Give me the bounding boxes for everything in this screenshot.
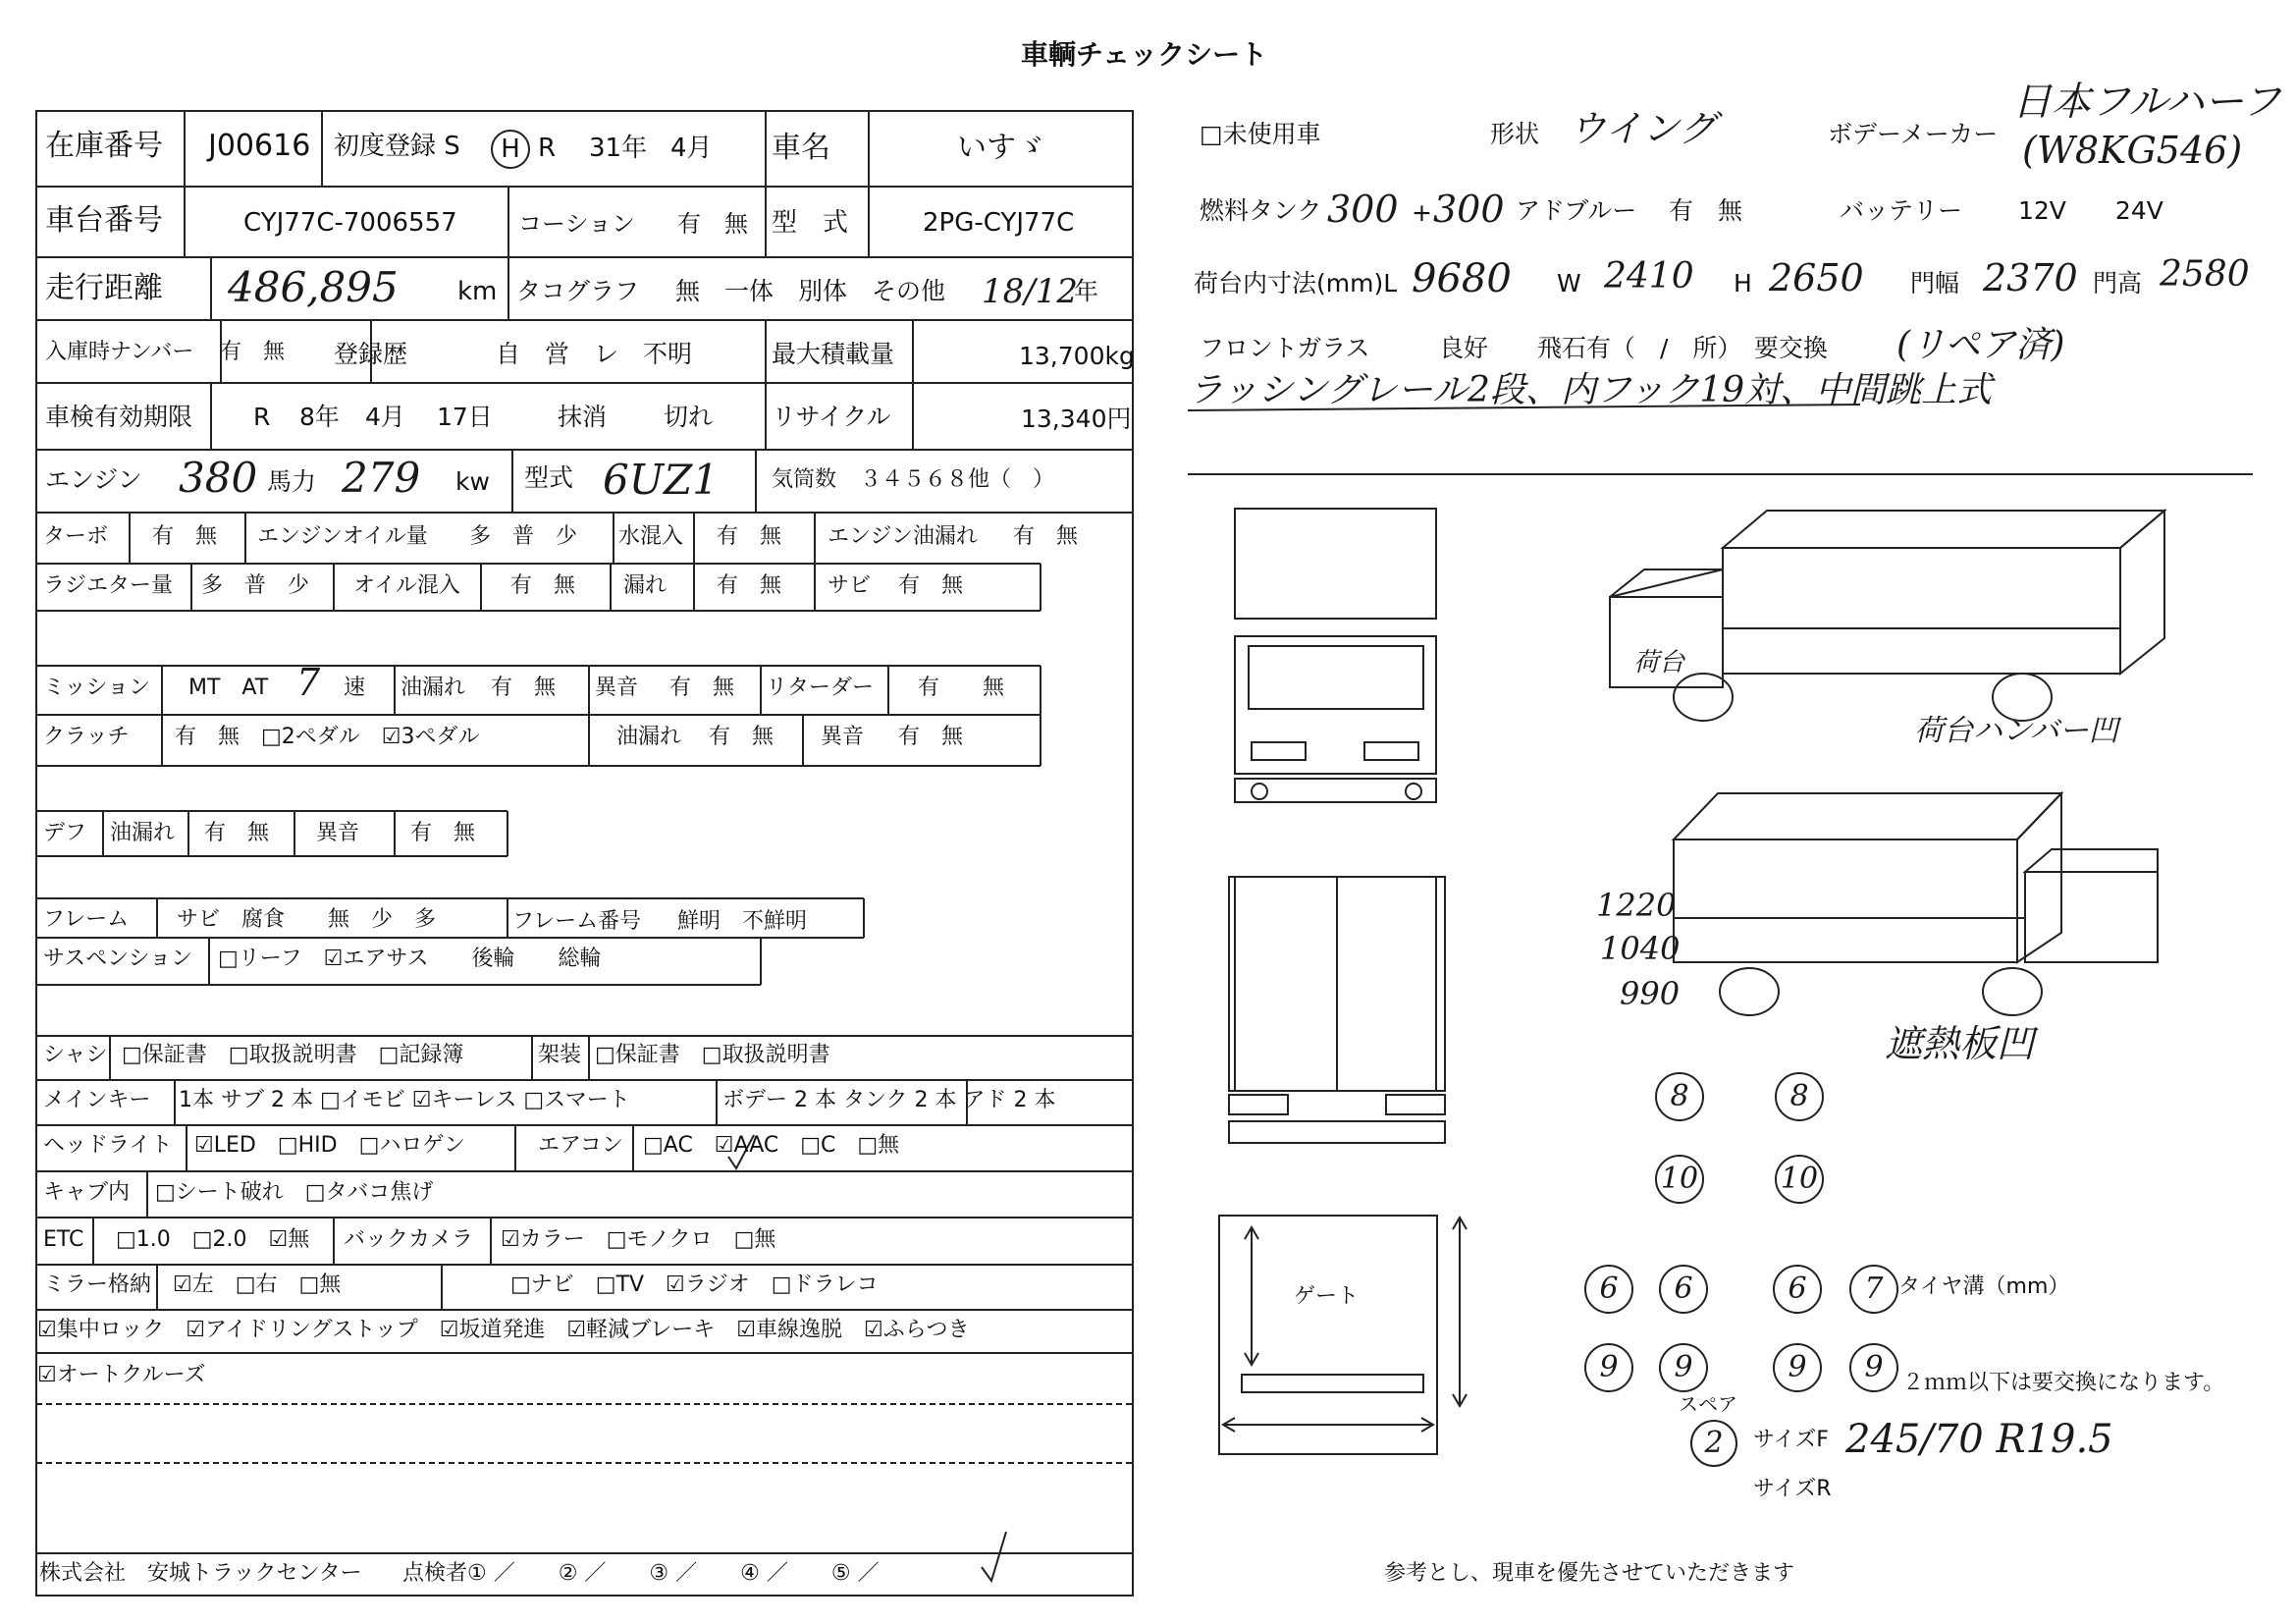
inspection-expired: 切れ: [664, 403, 714, 431]
company-name: 株式会社 安城トラックセンター: [39, 1561, 362, 1586]
entry-plate-label: 入庫時ナンバー: [45, 340, 194, 364]
door-width-label: 門幅: [1910, 269, 1960, 298]
suspension-val: □リーフ ☑エアサス 後輪 総輪: [218, 947, 602, 971]
etc-val: □1.0 □2.0 ☑無: [116, 1227, 310, 1252]
model: 2PG-CYJ77C: [923, 208, 1075, 238]
size-f: 245/70 R19.5: [1845, 1417, 2113, 1462]
cargo-length: 9680: [1412, 256, 1512, 301]
recycle-label: リサイクル: [772, 403, 891, 431]
entry-plate-val: 有 無: [220, 340, 286, 364]
mileage: 486,895: [228, 263, 399, 311]
retarder-val: 有 無: [918, 676, 1005, 700]
tire-note: ２ｍｍ以下は要交換になります。: [1902, 1371, 2225, 1395]
body-maker-code: (W8KG546): [2022, 129, 2243, 172]
headlight-label: ヘッドライト: [43, 1133, 173, 1158]
cylinders-label: 気筒数: [772, 467, 837, 492]
engine-leak-val: 有 無: [1013, 524, 1079, 549]
hp: 279: [342, 454, 421, 502]
spare-label: スペア: [1679, 1392, 1737, 1416]
measure-1040: 1040: [1600, 930, 1681, 967]
mission-speed: 7: [296, 661, 321, 704]
tire-depth-value: 8: [1775, 1072, 1824, 1121]
frame-rust-val: サビ 腐食 無 少 多: [177, 907, 437, 932]
clutch-val: 有 無 □2ペダル ☑3ペダル: [175, 725, 480, 749]
backcam-label: バックカメラ: [344, 1227, 474, 1252]
mileage-unit: km: [457, 277, 498, 306]
cargo-width: 2410: [1604, 256, 1694, 297]
battery-val: 12V 24V: [2018, 196, 2163, 225]
mission-label: ミッション: [43, 676, 151, 700]
mission-leak-val: 有 無: [491, 676, 557, 700]
leak-val: 有 無: [717, 573, 782, 598]
chassis-no: CYJ77C-7006557: [243, 208, 457, 238]
spare-tire: 2: [1690, 1420, 1737, 1467]
water-mix-label: 水混入: [618, 524, 684, 549]
diff-noise-label: 異音: [316, 821, 360, 845]
engine-label: エンジン: [45, 465, 142, 494]
tire-depth-label: タイヤ溝（mm）: [1898, 1274, 2070, 1299]
door-width: 2370: [1983, 256, 2078, 299]
mirror-val: ☑左 □右 □無: [173, 1272, 342, 1297]
tacho-year: 18/12: [982, 272, 1078, 311]
radiator-label: ラジエター量: [43, 573, 174, 598]
gate-label: ゲート: [1294, 1284, 1360, 1309]
tire-depth-value: 10: [1655, 1155, 1704, 1204]
size-r-label: サイズR: [1753, 1477, 1832, 1501]
cabin-label: キャブ内: [43, 1180, 131, 1205]
rust-val: 有 無: [898, 573, 964, 598]
mission-val: MT AT: [188, 676, 269, 700]
aircon-val: □AC ☑AAC □C □無: [643, 1133, 900, 1158]
tire-depth-value: 6: [1584, 1265, 1633, 1314]
body-maker-label: ボデーメーカー: [1828, 120, 1999, 148]
engine-code: 380: [179, 454, 258, 502]
fuel-plus: +: [1412, 198, 1432, 227]
water-mix-val: 有 無: [717, 524, 782, 549]
recycle: 13,340円: [1021, 405, 1132, 433]
tire-depth-value: 8: [1655, 1072, 1704, 1121]
stock-no: J00616: [208, 129, 311, 163]
adblue-label: アドブルー: [1516, 196, 1637, 225]
tire-depth-value: 9: [1849, 1343, 1898, 1392]
reg-history-val: 自 営 レ 不明: [496, 340, 693, 368]
features-val: ☑集中ロック ☑アイドリングストップ ☑坂道発進 ☑軽減ブレーキ ☑車線逸脱 ☑ふらつき: [37, 1318, 970, 1342]
tire-depth-value: 9: [1659, 1343, 1708, 1392]
first-reg-month: 4月: [670, 134, 713, 163]
leak-label: 漏れ: [623, 573, 667, 598]
door-height-label: 門高: [2093, 269, 2143, 298]
backcam-val: ☑カラー □モノクロ □無: [501, 1227, 776, 1252]
inspection-day: 17日: [437, 403, 493, 431]
model-label: 型 式: [772, 208, 849, 238]
cabin-val: □シート破れ □タバコ焦げ: [155, 1180, 434, 1205]
suspension-label: サスペンション: [43, 947, 193, 971]
frame-no-val: 鮮明 不鮮明: [677, 909, 808, 934]
cab-note: 荷台: [1633, 648, 1685, 677]
diff-label: デフ: [43, 821, 87, 845]
side-note: 荷台ハンバー凹: [1914, 714, 2118, 748]
body-equip-val: □保証書 □取扱説明書: [595, 1043, 830, 1067]
fuel-tank-2: 300: [1433, 188, 1505, 231]
chassis-val: □保証書 □取扱説明書 □記録簿: [122, 1043, 464, 1067]
inspection-month: 4月: [365, 403, 405, 431]
shape: ウイング: [1569, 107, 1717, 150]
car-name-label: 車名: [772, 131, 830, 165]
size-f-label: サイズF: [1753, 1428, 1829, 1452]
heat-shield-note: 遮熱板凹: [1885, 1022, 2035, 1065]
measure-990: 990: [1620, 975, 1681, 1012]
cargo-h-label: H: [1734, 269, 1752, 298]
cargo-w-label: W: [1557, 269, 1581, 298]
body-key-val: ボデー 2 本 タンク 2 本 アド 2 本: [722, 1088, 1056, 1112]
clutch-label: クラッチ: [43, 725, 130, 749]
first-reg-r: R: [538, 134, 557, 163]
inspection-year: 8年: [299, 403, 340, 431]
first-reg-label: 初度登録 S: [334, 132, 460, 161]
etc-label: ETC: [43, 1227, 84, 1252]
cargo-height: 2650: [1769, 256, 1864, 299]
inspection-r: R: [253, 403, 271, 431]
max-load: 13,700kg: [1019, 342, 1135, 370]
engine-model-label: 型式: [524, 463, 574, 492]
tire-depth-value: 9: [1773, 1343, 1822, 1392]
clutch-noise-label: 異音: [821, 725, 865, 749]
frame-no-label: フレーム番号: [512, 909, 642, 934]
frame-label: フレーム: [43, 907, 130, 932]
inspection-label: 車検有効期限: [45, 403, 193, 431]
inspector-line: 点検者① ／ ② ／ ③ ／ ④ ／ ⑤ ／: [402, 1561, 880, 1586]
turbo-label: ターボ: [43, 524, 109, 549]
fuel-tank-1: 300: [1327, 188, 1399, 231]
tire-depth-value: 10: [1775, 1155, 1824, 1204]
clutch-leak-label: 油漏れ: [616, 725, 682, 749]
diff-leak-label: 油漏れ: [110, 821, 176, 845]
reg-history-label: 登録歴: [334, 340, 408, 368]
door-height: 2580: [2160, 254, 2250, 295]
mainkey-label: メインキー: [43, 1088, 151, 1112]
footer-note: 参考とし、現車を優先させていただきます: [1384, 1561, 1795, 1586]
mission-noise-label: 異音: [595, 676, 639, 700]
clutch-leak-val: 有 無: [709, 725, 774, 749]
fuel-label: 燃料タンク: [1200, 196, 1322, 225]
headlight-val: ☑LED □HID □ハロゲン: [194, 1133, 465, 1158]
oil-mix-val: 有 無: [510, 573, 576, 598]
clutch-noise-val: 有 無: [898, 725, 964, 749]
shape-label: 形状: [1490, 120, 1540, 148]
glass-val: 良好 飛石有（ / 所） 要交換: [1439, 334, 1828, 362]
hp-label: 馬力: [267, 467, 317, 496]
car-name: いすゞ: [957, 131, 1045, 165]
turbo-val: 有 無: [152, 524, 218, 549]
tacho-label: タコグラフ: [516, 277, 640, 305]
aircon-label: エアコン: [538, 1133, 623, 1158]
engine-leak-label: エンジン油漏れ: [828, 524, 978, 549]
diff-leak-val: 有 無: [204, 821, 270, 845]
mirror-label: ミラー格納: [43, 1272, 152, 1297]
radiator-val: 多 普 少: [201, 573, 310, 598]
tacho-val: 無 一体 別体 その他: [675, 277, 946, 305]
memo: ラッシングレール2段、内フック19対、中間跳上式: [1188, 370, 1993, 410]
adblue-val: 有 無: [1669, 196, 1743, 225]
oil-amount-label: エンジンオイル量: [257, 524, 428, 549]
rust-label: サビ: [828, 573, 872, 598]
mission-noise-val: 有 無: [669, 676, 735, 700]
mainkey-val: 1本 サブ 2 本 □イモビ ☑キーレス □スマート: [179, 1088, 630, 1112]
battery-label: バッテリー: [1840, 196, 1963, 225]
tire-depth-value: 7: [1849, 1265, 1898, 1314]
body-maker: 日本フルハーフ: [2012, 80, 2281, 125]
mileage-label: 走行距離: [45, 271, 163, 305]
chassis-no-label: 車台番号: [45, 203, 163, 238]
cargo-label: 荷台内寸法(mm)L: [1194, 269, 1398, 298]
nav-val: □ナビ □TV ☑ラジオ □ドラレコ: [510, 1272, 879, 1297]
sheet-title: 車輌チェックシート: [1021, 38, 1268, 71]
glass-label: フロントガラス: [1200, 334, 1370, 362]
coating-label: コーション: [518, 210, 636, 238]
tire-depth-value: 6: [1659, 1265, 1708, 1314]
inspection-erase: 抹消: [558, 403, 608, 431]
kw-label: kw: [455, 467, 490, 496]
first-reg-era: H: [491, 130, 530, 169]
glass-note: (リペア済): [1896, 325, 2065, 365]
mission-speed-unit: 速: [344, 676, 366, 700]
oil-amount-val: 多 普 少: [469, 524, 578, 549]
cylinders-val: ３４５６８他（ ）: [860, 467, 1055, 492]
oil-mix-label: オイル混入: [353, 573, 460, 598]
diff-noise-val: 有 無: [410, 821, 476, 845]
tire-depth-value: 6: [1773, 1265, 1822, 1314]
unused-check: □未使用車: [1200, 120, 1321, 148]
first-reg-year: 31年: [589, 134, 648, 163]
engine-model: 6UZ1: [603, 456, 720, 504]
coating-val: 有 無: [677, 210, 748, 238]
chassis-label: シャシ: [43, 1043, 108, 1067]
cruise-val: ☑オートクルーズ: [37, 1363, 206, 1387]
tacho-year-unit: 年: [1074, 277, 1099, 305]
retarder-label: リターダー: [766, 676, 875, 700]
stock-no-label: 在庫番号: [45, 129, 163, 163]
max-load-label: 最大積載量: [772, 340, 895, 368]
mission-leak-label: 油漏れ: [400, 676, 466, 700]
tire-depth-value: 9: [1584, 1343, 1633, 1392]
measure-1220: 1220: [1596, 887, 1677, 924]
body-equip-label: 架装: [538, 1043, 582, 1067]
